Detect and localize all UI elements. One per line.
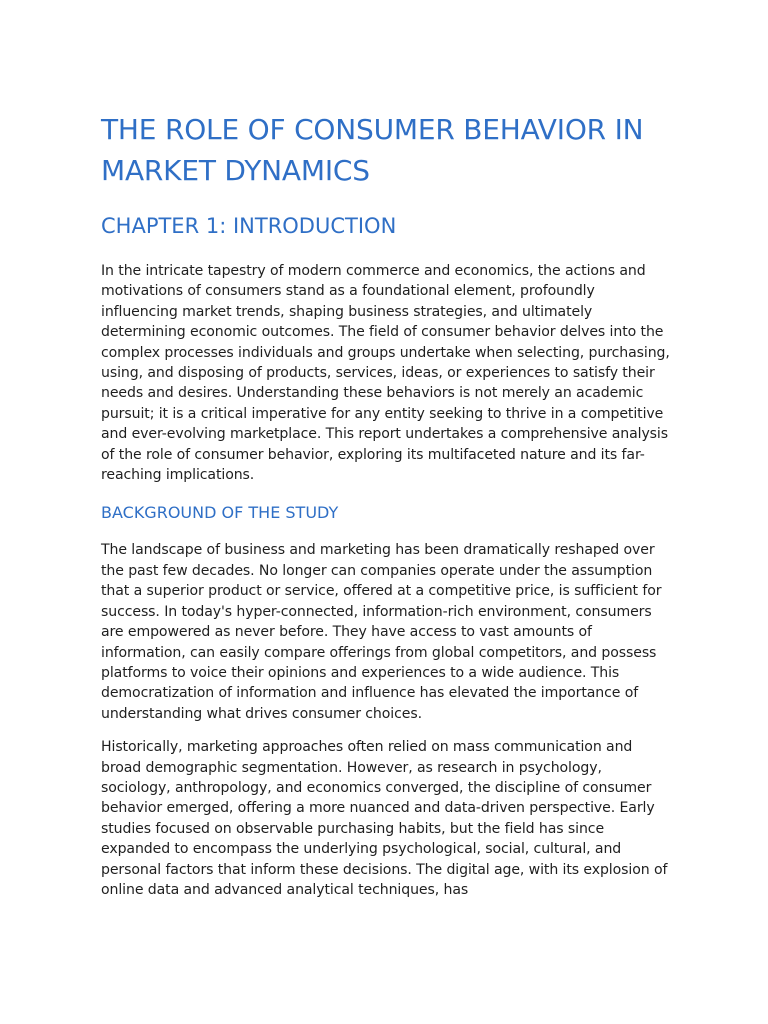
document-body (101, 109, 671, 900)
background-paragraph-1: The landscape of business and marketing has been dramatically reshaped over the past few decades. No longer can companies operate under the assumption that a superior product or service, offered at a competitive price, is sufficient for success. In today's hyper-connected, information-rich environment, consumers are empowered as never before. They have access to vast amounts of information, can easily compare offerings from global competitors, and possess platforms to voice their opinions and experiences to a wide audience. This democratization of information and influence has elevated the importance of understanding what drives consumer choices. (101, 542, 662, 722)
chapter-heading: CHAPTER 1: INTRODUCTION (101, 214, 397, 238)
document-title: THE ROLE OF CONSUMER BEHAVIOR IN MARKET DYNAMICS (101, 113, 644, 187)
intro-paragraph: In the intricate tapestry of modern commerce and economics, the actions and motivations of consumers stand as a foundational element, profoundly influencing market trends, shaping business strategies, and ultimately determining economic outcomes. The field of consumer behavior delves into the complex processes individuals and groups undertake when selecting, purchasing, using, and disposing of products, services, ideas, or experiences to satisfy their needs and desires. Understanding these behaviors is not merely an academic pursuit; it is a critical imperative for any entity seeking to thrive in a competitive and ever-evolving marketplace. This report undertakes a comprehensive analysis of the role of consumer behavior, exploring its multifaceted nature and its far-reaching implications. (101, 263, 670, 484)
background-paragraph-2: Historically, marketing approaches often relied on mass communication and broad demographic segmentation. However, as research in psychology, sociology, anthropology, and economics converged, the discipline of consumer behavior emerged, offering a more nuanced and data-driven perspective. Early studies focused on observable purchasing habits, but the field has since expanded to encompass the underlying psychological, social, cultural, and personal factors that inform these decisions. The digital age, with its explosion of online data and advanced analytical techniques, has (101, 739, 668, 898)
section-heading: BACKGROUND OF THE STUDY (101, 503, 339, 523)
